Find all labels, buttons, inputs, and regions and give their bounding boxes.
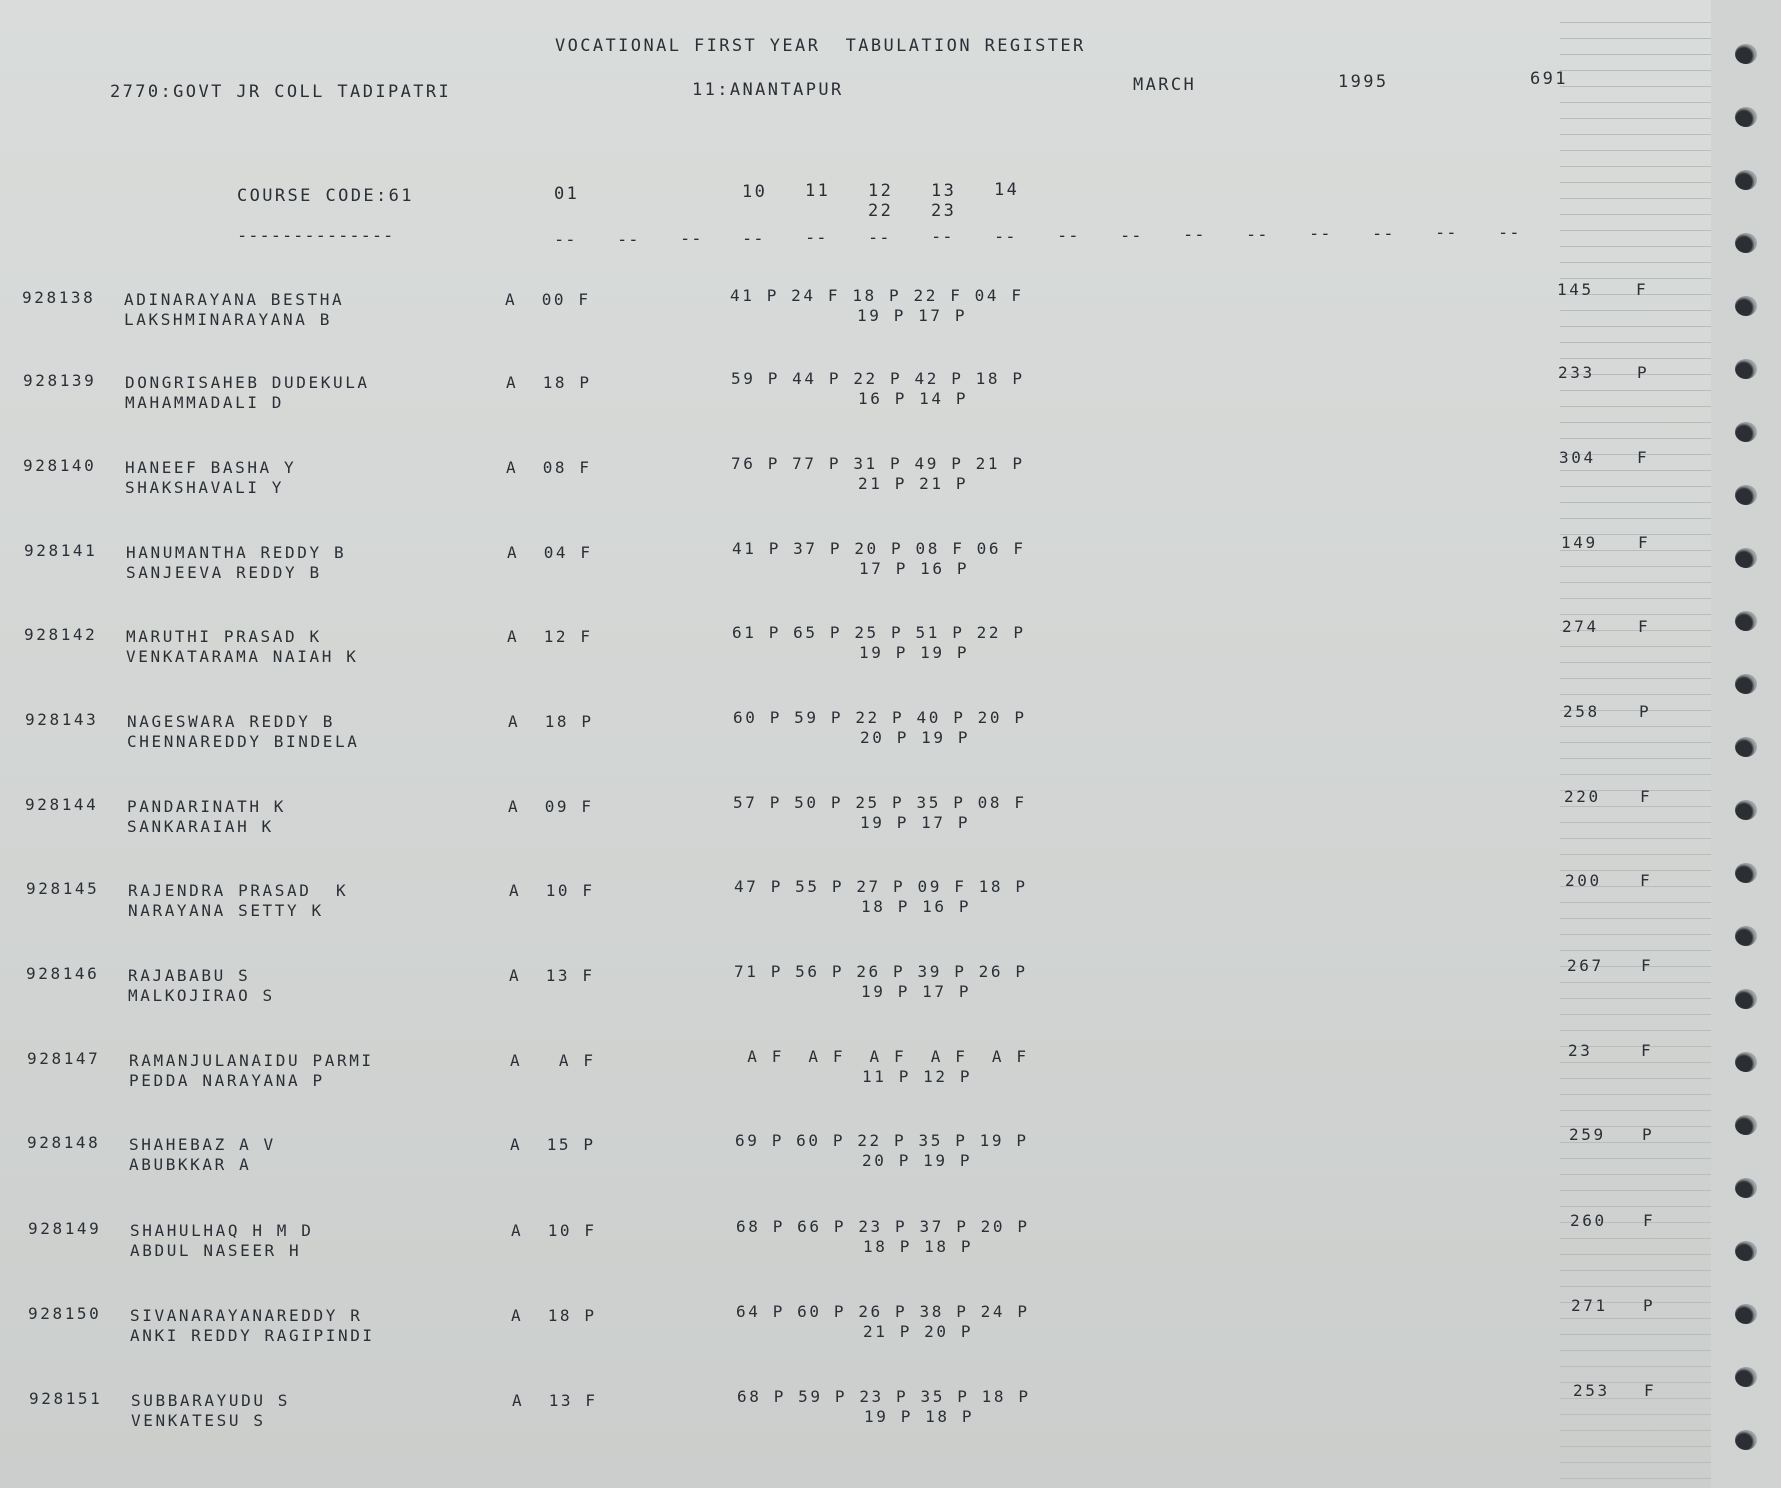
student-record xyxy=(0,617,1720,695)
father-name: VENKATARAMA NAIAH K xyxy=(126,647,359,666)
column-dash: -- xyxy=(1498,222,1521,243)
student-name: SUBBARAYUDU S xyxy=(131,1391,291,1410)
binder-hole-icon xyxy=(1735,737,1757,757)
margin-guide-line xyxy=(1560,230,1711,231)
binder-hole-icon xyxy=(1735,926,1757,946)
column-dash: -- xyxy=(617,229,640,250)
final-result: P xyxy=(1639,702,1652,721)
part-a-marks: A 18 P xyxy=(511,1306,597,1325)
father-name: CHENNAREDDY BINDELA xyxy=(127,732,360,751)
total-marks: 253 xyxy=(1573,1381,1610,1400)
margin-guide-line xyxy=(1560,214,1711,215)
father-name: SANJEEVA REDDY B xyxy=(126,563,322,582)
father-name: ANKI REDDY RAGIPINDI xyxy=(130,1326,375,1345)
student-name: DONGRISAHEB DUDEKULA xyxy=(125,373,370,392)
student-roll-number: 928149 xyxy=(28,1219,102,1238)
column-dash: -- xyxy=(1246,224,1269,245)
subject-col-22: 22 xyxy=(868,201,894,221)
district-code-name: 11:ANANTAPUR xyxy=(692,80,844,100)
final-result: P xyxy=(1637,363,1650,382)
student-name: RAJABABU S xyxy=(128,966,251,985)
student-record xyxy=(0,1296,1720,1374)
father-name: SANKARAIAH K xyxy=(127,817,274,836)
subject-col-10: 10 xyxy=(742,182,768,202)
subject-marks-line-2: 19 P 17 P xyxy=(857,306,968,325)
binder-hole-icon xyxy=(1735,989,1757,1009)
binder-hole-icon xyxy=(1735,1304,1757,1324)
margin-guide-line xyxy=(1560,950,1711,951)
margin-guide-line xyxy=(1560,198,1711,199)
part-a-marks: A 15 P xyxy=(510,1135,596,1154)
binder-hole-icon xyxy=(1735,674,1757,694)
margin-guide-line xyxy=(1560,22,1711,23)
binder-hole-icon xyxy=(1735,422,1757,442)
part-a-marks: A 10 F xyxy=(509,881,595,900)
part-a-marks: A 00 F xyxy=(505,290,591,309)
total-marks: 233 xyxy=(1558,363,1595,382)
total-marks: 304 xyxy=(1559,448,1596,467)
subject-marks-line-2: 21 P 20 P xyxy=(863,1322,974,1341)
binder-hole-icon xyxy=(1735,170,1757,190)
student-name: SHAHULHAQ H M D xyxy=(130,1221,314,1240)
subject-marks-line-2: 19 P 19 P xyxy=(859,643,970,662)
total-marks: 274 xyxy=(1562,617,1599,636)
student-roll-number: 928145 xyxy=(26,879,100,898)
subject-marks-line: 68 P 59 P 23 P 35 P 18 P xyxy=(737,1387,1031,1406)
subject-marks-line: 41 P 24 F 18 P 22 F 04 F xyxy=(730,286,1024,305)
binder-hole-icon xyxy=(1735,548,1757,568)
margin-guide-line xyxy=(1560,166,1711,167)
student-record xyxy=(0,448,1720,526)
student-record xyxy=(0,1381,1720,1459)
father-name: ABDUL NASEER H xyxy=(130,1241,302,1260)
binder-hole-icon xyxy=(1735,233,1757,253)
student-roll-number: 928146 xyxy=(26,964,100,983)
subject-marks-line-2: 20 P 19 P xyxy=(862,1151,973,1170)
column-dash: -- xyxy=(868,227,891,248)
column-dash: -- xyxy=(1057,226,1080,246)
exam-month: MARCH xyxy=(1133,75,1197,95)
final-result: F xyxy=(1643,1211,1656,1230)
subject-marks-line: 57 P 50 P 25 P 35 P 08 F xyxy=(733,793,1027,812)
subject-marks-line: 71 P 56 P 26 P 39 P 26 P xyxy=(734,962,1028,981)
column-dash: -- xyxy=(1372,223,1395,244)
subject-marks-line: 76 P 77 P 31 P 49 P 21 P xyxy=(731,454,1025,473)
part-a-marks: A 10 F xyxy=(511,1221,597,1240)
student-roll-number: 928148 xyxy=(27,1133,101,1152)
total-marks: 258 xyxy=(1563,702,1600,721)
binder-hole-icon xyxy=(1735,1178,1757,1198)
student-name: SIVANARAYANAREDDY R xyxy=(130,1306,363,1325)
column-dash: -- xyxy=(1435,223,1458,243)
student-roll-number: 928139 xyxy=(23,371,97,390)
subject-col-12: 12 xyxy=(868,181,894,201)
total-marks: 259 xyxy=(1569,1125,1606,1144)
subject-marks-line-2: 11 P 12 P xyxy=(862,1067,973,1086)
binder-hole-icon xyxy=(1735,296,1757,316)
total-marks: 260 xyxy=(1570,1211,1607,1230)
margin-guide-line xyxy=(1560,262,1711,263)
binder-hole-icon xyxy=(1735,44,1757,64)
column-dash: -- xyxy=(742,228,765,249)
margin-guide-line xyxy=(1560,86,1711,87)
student-roll-number: 928150 xyxy=(28,1304,102,1323)
student-roll-number: 928143 xyxy=(25,710,99,729)
final-result: P xyxy=(1642,1125,1655,1144)
father-name: MAHAMMADALI D xyxy=(125,393,285,412)
student-roll-number: 928151 xyxy=(29,1389,103,1408)
course-code-label: COURSE CODE:61 xyxy=(237,186,414,206)
student-record xyxy=(0,702,1720,780)
subject-marks-line-2: 19 P 17 P xyxy=(861,982,972,1001)
subject-marks-line-2: 16 P 14 P xyxy=(858,389,969,408)
subject-marks-line: 68 P 66 P 23 P 37 P 20 P xyxy=(736,1217,1030,1236)
subject-marks-line: A F A F A F A F A F xyxy=(735,1047,1029,1066)
student-name: PANDARINATH K xyxy=(127,797,287,816)
course-code-underline: -------------- xyxy=(237,226,395,246)
exam-year: 1995 xyxy=(1338,72,1389,92)
part-a-marks: A 04 F xyxy=(507,543,593,562)
margin-guide-line xyxy=(1560,1478,1711,1479)
margin-guide-line xyxy=(1560,38,1711,39)
column-dash: -- xyxy=(805,228,828,248)
margin-guide-line xyxy=(1560,182,1711,183)
student-name: HANEEF BASHA Y xyxy=(125,458,297,477)
student-name: HANUMANTHA REDDY B xyxy=(126,543,347,562)
margin-guide-line xyxy=(1560,358,1711,359)
margin-guide-line xyxy=(1560,102,1711,103)
binder-hole-icon xyxy=(1735,1241,1757,1261)
subject-col-14: 14 xyxy=(994,180,1020,200)
part-a-marks: A 18 P xyxy=(508,712,594,731)
part-a-marks: A 09 F xyxy=(508,797,594,816)
final-result: F xyxy=(1640,871,1653,890)
student-roll-number: 928144 xyxy=(25,795,99,814)
subject-marks-line: 69 P 60 P 22 P 35 P 19 P xyxy=(735,1131,1029,1150)
subject-marks-line-2: 18 P 16 P xyxy=(861,897,972,916)
subject-marks-line: 47 P 55 P 27 P 09 F 18 P xyxy=(734,877,1028,896)
binder-hole-icon xyxy=(1735,107,1757,127)
total-marks: 220 xyxy=(1564,787,1601,806)
margin-guide-line xyxy=(1560,1206,1711,1207)
final-result: F xyxy=(1638,617,1651,636)
father-name: NARAYANA SETTY K xyxy=(128,901,324,920)
subject-col-13: 13 xyxy=(931,181,957,201)
father-name: PEDDA NARAYANA P xyxy=(129,1071,325,1090)
student-record xyxy=(0,1125,1720,1203)
student-record xyxy=(0,280,1720,358)
total-marks: 271 xyxy=(1571,1296,1608,1315)
margin-guide-line xyxy=(1560,70,1711,71)
subject-marks-line-2: 19 P 18 P xyxy=(864,1407,975,1426)
student-roll-number: 928147 xyxy=(27,1049,101,1068)
student-record xyxy=(0,533,1720,611)
college-code-name: 2770:GOVT JR COLL TADIPATRI xyxy=(110,82,452,102)
student-record xyxy=(0,363,1720,441)
subject-marks-line-2: 21 P 21 P xyxy=(858,474,969,493)
subject-marks-line: 60 P 59 P 22 P 40 P 20 P xyxy=(733,708,1027,727)
margin-guide-line xyxy=(1560,614,1711,615)
subject-marks-line: 41 P 37 P 20 P 08 F 06 F xyxy=(732,539,1026,558)
father-name: ABUBKKAR A xyxy=(129,1155,252,1174)
column-dash: -- xyxy=(1309,224,1332,244)
student-record xyxy=(0,787,1720,865)
margin-guide-line xyxy=(1560,246,1711,247)
margin-guide-line xyxy=(1560,118,1711,119)
final-result: F xyxy=(1644,1381,1657,1400)
father-name: MALKOJIRAO S xyxy=(128,986,275,1005)
binder-hole-icon xyxy=(1735,1052,1757,1072)
binder-hole-icon xyxy=(1735,863,1757,883)
column-dash: -- xyxy=(680,229,703,249)
margin-guide-line xyxy=(1560,150,1711,151)
part-a-marks: A 08 F xyxy=(506,458,592,477)
final-result: P xyxy=(1643,1296,1656,1315)
subject-col-11: 11 xyxy=(805,181,831,201)
column-dash: -- xyxy=(931,227,954,247)
father-name: SHAKSHAVALI Y xyxy=(125,478,285,497)
part-a-marks: A 13 F xyxy=(509,966,595,985)
student-record xyxy=(0,871,1720,949)
binder-hole-icon xyxy=(1735,1367,1757,1387)
part-a-marks: A 18 P xyxy=(506,373,592,392)
father-name: VENKATESU S xyxy=(131,1411,266,1430)
student-name: RAMANJULANAIDU PARMI xyxy=(129,1051,374,1070)
student-name: RAJENDRA PRASAD K xyxy=(128,881,349,900)
total-marks: 149 xyxy=(1561,533,1598,552)
subject-col-01: 01 xyxy=(554,184,580,204)
student-roll-number: 928141 xyxy=(24,541,98,560)
binder-hole-icon xyxy=(1735,485,1757,505)
binder-hole-icon xyxy=(1735,1115,1757,1135)
column-dash: -- xyxy=(994,226,1017,247)
total-marks: 267 xyxy=(1567,956,1604,975)
father-name: LAKSHMINARAYANA B xyxy=(124,310,332,329)
student-roll-number: 928140 xyxy=(23,456,97,475)
margin-guide-line xyxy=(1560,54,1711,55)
subject-marks-line-2: 19 P 17 P xyxy=(860,813,971,832)
binder-hole-icon xyxy=(1735,800,1757,820)
subject-marks-line: 64 P 60 P 26 P 38 P 24 P xyxy=(736,1302,1030,1321)
student-record xyxy=(0,956,1720,1034)
final-result: F xyxy=(1641,956,1654,975)
binder-hole-icon xyxy=(1735,359,1757,379)
subject-col-23: 23 xyxy=(931,201,957,221)
student-name: SHAHEBAZ A V xyxy=(129,1135,276,1154)
subject-marks-line-2: 18 P 18 P xyxy=(863,1237,974,1256)
final-result: F xyxy=(1636,280,1649,299)
student-record xyxy=(0,1211,1720,1289)
column-dash: -- xyxy=(1120,225,1143,246)
student-name: MARUTHI PRASAD K xyxy=(126,627,322,646)
page-number: 691 xyxy=(1530,69,1568,89)
column-dash: -- xyxy=(1183,225,1206,245)
margin-guide-line xyxy=(1560,278,1711,279)
final-result: F xyxy=(1640,787,1653,806)
total-marks: 145 xyxy=(1557,280,1594,299)
part-a-marks: A A F xyxy=(510,1051,596,1070)
total-marks: 23 xyxy=(1568,1041,1593,1060)
part-a-marks: A 13 F xyxy=(512,1391,598,1410)
margin-guide-line xyxy=(1560,1462,1711,1463)
final-result: F xyxy=(1637,448,1650,467)
subject-marks-line: 61 P 65 P 25 P 51 P 22 P xyxy=(732,623,1026,642)
student-record xyxy=(0,1041,1720,1119)
student-roll-number: 928142 xyxy=(24,625,98,644)
total-marks: 200 xyxy=(1565,871,1602,890)
student-name: NAGESWARA REDDY B xyxy=(127,712,335,731)
part-a-marks: A 12 F xyxy=(507,627,593,646)
register-title: VOCATIONAL FIRST YEAR TABULATION REGISTER xyxy=(555,36,1086,56)
student-roll-number: 928138 xyxy=(22,288,96,307)
margin-guide-line xyxy=(1560,134,1711,135)
binder-hole-icon xyxy=(1735,611,1757,631)
column-dash: -- xyxy=(554,230,577,250)
subject-marks-line-2: 20 P 19 P xyxy=(860,728,971,747)
subject-marks-line-2: 17 P 16 P xyxy=(859,559,970,578)
binder-hole-icon xyxy=(1735,1430,1757,1450)
subject-marks-line: 59 P 44 P 22 P 42 P 18 P xyxy=(731,369,1025,388)
final-result: F xyxy=(1638,533,1651,552)
student-name: ADINARAYANA BESTHA xyxy=(124,290,345,309)
final-result: F xyxy=(1641,1041,1654,1060)
